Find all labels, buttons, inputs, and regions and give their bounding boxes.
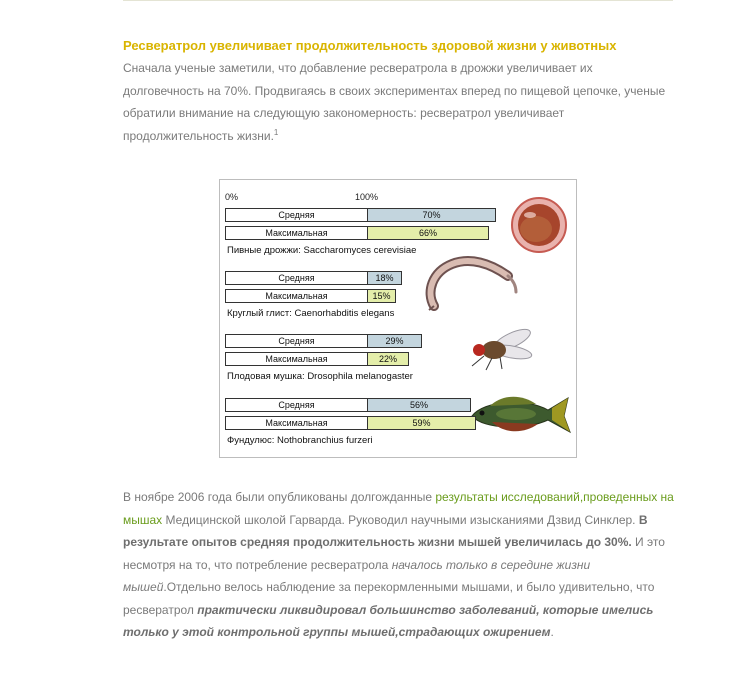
body-text: Медицинской школой Гарварда. Руководил научными изысканиями Дзвид Синклер. (162, 512, 639, 527)
key-finding: В результате опытов средняя продолжительность жизни мышей увеличилась до 30%. (123, 512, 648, 549)
caption-worm: Круглый глист: Caenorhabditis elegans (227, 308, 395, 319)
row-label-average: Средняя (225, 398, 368, 412)
footnote-ref[interactable]: 1 (273, 127, 279, 137)
caption-fish: Фундулюс: Nothobranchius furzeri (227, 435, 373, 446)
caption-fly: Плодовая мушка: Drosophila melanogaster (227, 371, 413, 382)
bar-worm-average: 18% (367, 271, 402, 285)
body-text: . (550, 625, 554, 639)
emphasis-text: началось только в середине жизни мышей (123, 557, 591, 594)
mice-study-link[interactable]: проведенных на мышах (123, 490, 674, 527)
link-comma: , (579, 490, 584, 504)
row-label-average: Средняя (225, 208, 368, 222)
body-text: В ноябре 2006 года были опубликованы долгожданные (123, 490, 436, 504)
lifespan-chart (219, 179, 577, 458)
bar-worm-maximum: 15% (367, 289, 396, 303)
bar-yeast-average: 70% (367, 208, 496, 222)
row-label-maximum: Максимальная (225, 416, 368, 430)
row-label-maximum: Максимальная (225, 289, 368, 303)
axis-min-label: 0% (225, 192, 239, 202)
axis-max-label: 100% (355, 192, 379, 202)
research-results-link[interactable]: результаты исследований (435, 490, 580, 504)
section-heading: Ресвератрол увеличивает продолжительность здоровой жизни у животных (123, 38, 617, 53)
body-text: .Отдельно велось наблюдение за перекормленными мышами, и было удивительно, что ресвератрол (123, 580, 655, 617)
fruit-fly-icon (472, 325, 533, 370)
killifish-icon (472, 397, 570, 432)
row-label-maximum: Максимальная (225, 226, 368, 240)
caption-yeast: Пивные дрожжи: Saccharomyces cerevisiae (227, 245, 417, 256)
row-label-average: Средняя (225, 334, 368, 348)
intro-paragraph (123, 57, 668, 147)
body-text: И это несмотря на то, что потребление ресвератрола (123, 535, 665, 572)
bar-fish-average: 56% (367, 398, 471, 412)
bar-fly-maximum: 22% (367, 352, 409, 366)
top-divider (123, 0, 673, 1)
bar-yeast-maximum: 66% (367, 226, 489, 240)
bar-fish-maximum: 59% (367, 416, 476, 430)
bar-fly-average: 29% (367, 334, 422, 348)
row-label-average: Средняя (225, 271, 368, 285)
article-body (123, 486, 683, 644)
row-label-maximum: Максимальная (225, 352, 368, 366)
key-finding-obesity: практически ликвидировал большинство заболеваний, которые имелись только у этой контрольной группы мышей,страдающих ожирением (123, 602, 654, 639)
intro-text: Сначала ученые заметили, что добавление ресвератрола в дрожжи увеличивает их долговечность на 70%. Продвигаясь в своих экспериментах вперед по пищевой цепочке, ученые обратили внимание на следующую закономерность: ресвератрол увеличивает продолжительность жизни. (123, 61, 666, 143)
yeast-petri-dish-icon (512, 198, 566, 252)
roundworm-icon (429, 261, 516, 310)
